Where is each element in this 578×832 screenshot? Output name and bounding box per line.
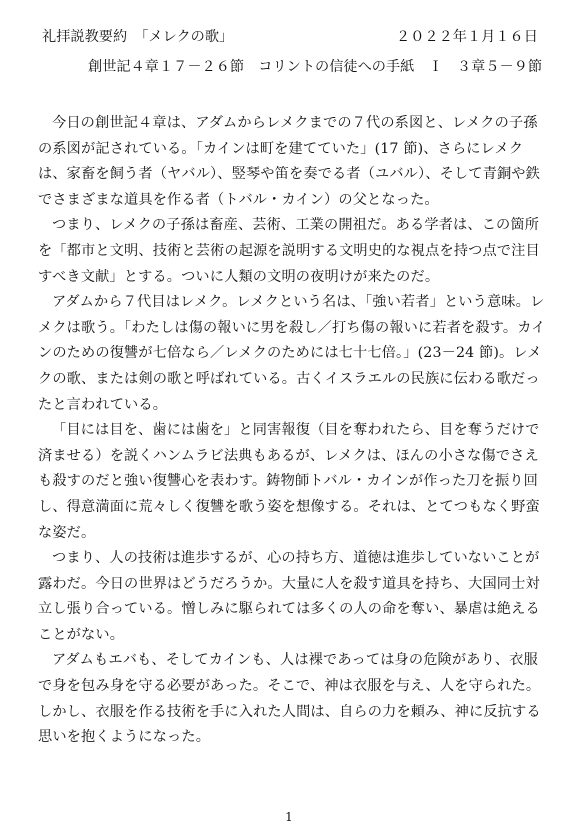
paragraph: つまり、レメクの子孫は畜産、芸術、工業の開祖だ。ある学者は、この箇所を「都市と文明、技術と芸術の起源を説明する文明史的な視点を持つ点で注目すべき文献」とする。ついに人類の文明の夜明けが来たのだ。	[38, 217, 540, 285]
paragraph: 今日の創世記４章は、アダムからレメクまでの７代の系図と、レメクの子孫の系図が記されている。「カインは町を建てていた」(17 節)、さらにレメクは、家畜を飼う者（ヤバル）、竪琴や笛を奏でる者（ユバル）、そして青銅や鉄でさまざまな道具を作る者（トバル・カイン）の父となった。	[38, 115, 540, 208]
sermon-title: 礼拝説教要約 「メレクの歌」	[42, 29, 234, 45]
scripture-reference: 創世記４章１７－２６節 コリントの信徒への手紙 Ｉ ３章５－９節	[88, 59, 543, 75]
paragraph: アダムもエバも、そしてカインも、人は裸であっては身の危険があり、衣服で身を包み身を守る必要があった。そこで、神は衣服を与え、人を守られた。しかし、衣服を作る技術を手に入れた人間は、自らの力を頼み、神に反抗する思いを抱くようになった。	[38, 652, 541, 746]
paragraph: つまり、人の技術は進歩するが、心の持ち方、道徳は進歩していないことが露わだ。今日の世界はどうだろうか。大量に人を殺す道具を持ち、大国同士対立し張り合っている。憎しみに駆られては多くの人の命を奪い、暴虐は絶えることがない。	[38, 550, 540, 643]
sermon-date: ２０２２年１月１６日	[396, 29, 538, 45]
page-number: 1	[285, 810, 293, 824]
paragraph: アダムから７代目はレメク。レメクという名は、「強い若者」という意味。レメクは歌う。「わたしは傷の報いに男を殺し／打ち傷の報いに若者を殺す。カインのための復讐が七倍なら／レメクのためには七十七倍。」(23－24 節)。レメクの歌、または剣の歌と呼ばれている。古くイスラエルの民族に伝わる歌だったと言われている。	[38, 294, 546, 413]
sermon-body	[38, 111, 548, 751]
paragraph: 「目には目を、歯には歯を」と同害報復（目を奪われたら、目を奪うだけで済ませる）を説くハンムラビ法典もあるが、レメクは、ほんの小さな傷でさえも殺すのだと強い復讐心を表わす。鋳物師トバル・カインが作った刀を振り回し、得意満面に荒々しく復讐を歌う姿を想像する。それは、とてつもなく野蛮な姿だ。	[38, 422, 540, 541]
